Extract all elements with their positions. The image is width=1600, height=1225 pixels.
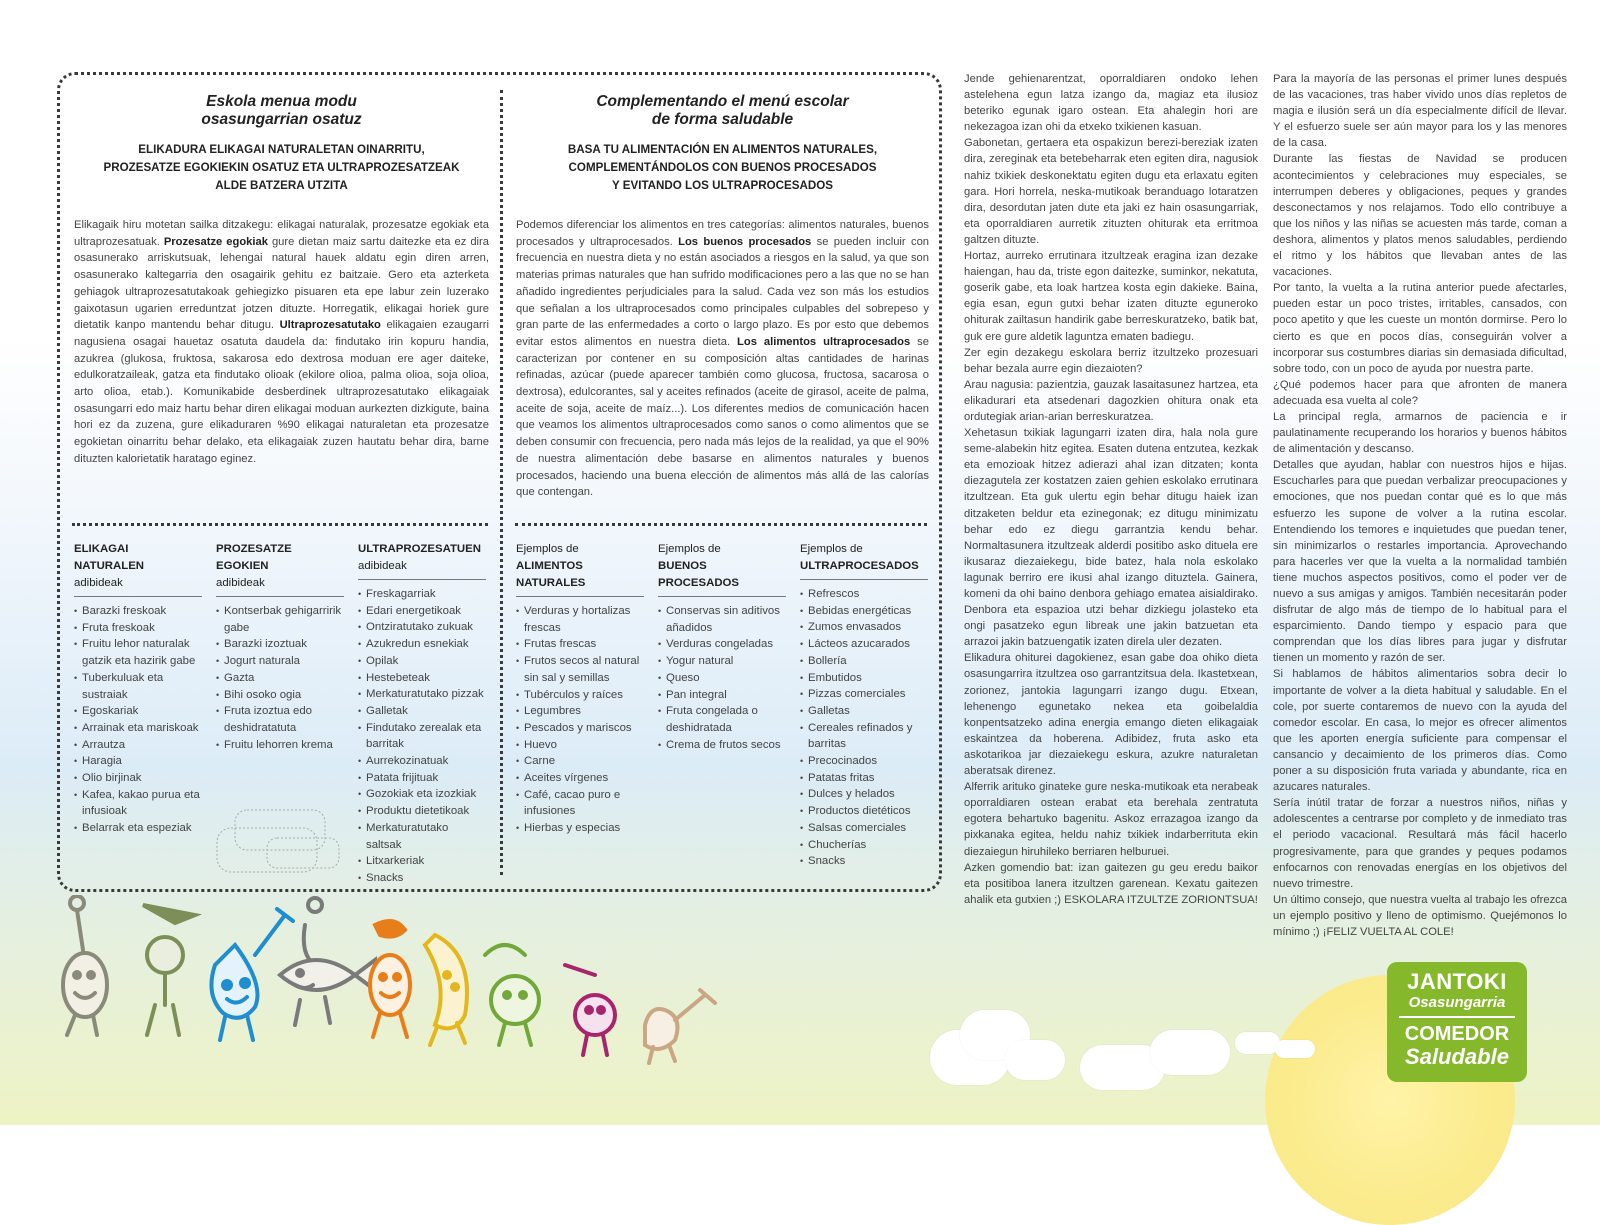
- list-eu-processed: [216, 541, 344, 753]
- food-characters-illustration: [55, 895, 755, 1105]
- list-item: • Fruta congelada o deshidratada: [658, 703, 786, 736]
- article-paragraph: Zer egin dezakegu eskolara berriz itzultzeko prozesuari behar bezala aurre egin diezaioten?: [964, 346, 1258, 375]
- list-heading: Ejemplos de BUENOS PROCESADOS: [658, 543, 740, 589]
- list-item: • Tubérculos y raíces: [516, 687, 644, 704]
- article-paragraph: Un último consejo, que nuestra vuelta al trabajo les ofrezca un ejemplo positivo y lleno de optimismo. Quejémonos lo mínimo ;) ¡FELIZ VUELTA AL COLE!: [1273, 893, 1567, 938]
- list-item: • Fruta freskoak: [74, 620, 202, 637]
- list-item: • Belarrak eta espeziak: [74, 820, 202, 837]
- list-item: • Tuberkuluak eta sustraiak: [74, 670, 202, 703]
- list-eu-ultra: [358, 541, 486, 887]
- article-paragraph: Por tanto, la vuelta a la rutina anterior puede afectarles, pueden estar un poco tristes, irritables, cansados, con poco apetito y que les cueste un montón dormirse. Pero lo cierto es que en pocos días, conseguirán volver a incorporar sus costumbres diarias sin demasiada dificultad, sobre todo, con un poco de ayuda por nuestra parte.: [1273, 282, 1567, 375]
- list-item: • Galletak: [358, 703, 486, 720]
- eu-subtitle: ELIKADURA ELIKAGAI NATURALETAN OINARRITU, PROZESATZE EGOKIEKIN OSATUZ ETA ULTRAPROZESATZEAK ALDE BATZERA UTZITA: [103, 143, 460, 192]
- list-item: • Zumos envasados: [800, 619, 928, 636]
- es-body: Podemos diferenciar los alimentos en tres categorías: alimentos naturales, buenos procesados y ultraprocesados. Los buenos procesados se pueden incluir con frecuencia en nuestra dieta y no están asociados a riesgos en la salud, ya que son materias primas naturales que han sufrido modificaciones pero a las que no se han añadido ingredientes perjudiciales para la salud. Cada vez son más los estudios que señalan a los ultraprocesados como principales culpables del sobrepeso y gran parte de las enfermedades a corto o largo plazo. Es por esto que debemos evitar estos alimentos en nuestra dieta. Los alimentos ultraprocesados se caracterizan por contener en su composición altas cantidades de harinas refinadas, azúcar (puede aparecer también como glucosa, fructosa, sacarosa o dextrosa), edulcorantes, sal y aceites refinados (aceite de girasol, aceite de palma, aceite de soja, aceite de maíz...). Los diferentes medios de comunicación hacen que veamos los alimentos ultraprocesados como sanos o como alimentos que se deben consumir con frecuencia, pero nada más lejos de la realidad, ya que el 90% de nuestra alimentación debe basarse en alimentos naturales y buenos procesados, haciendo una buena elección de alimentos más allá de las calorías que contengan.: [516, 219, 930, 499]
- article-paragraph: Durante las fiestas de Navidad se producen acontecimientos y celebraciones muy especiales, se interrumpen deberes y obligaciones, peques y grandes desconectamos y nos relajamos. Todo ello contribuye a que los niños y las niñas se acuesten más tarde, coman a deshora, alimentos y platos menos saludables, perdiendo el ritmo y los hábitos que llevaban antes de las vacaciones.: [1273, 153, 1567, 279]
- list-item: • Hierbas y especias: [516, 820, 644, 837]
- article-paragraph: Sería inútil tratar de forzar a nuestros niños, niñas y adolescentes a centrarse por completo y de inmediato tras el periodo vacacional. Resultará más fácil hacerlo progresivamente, para que grandes y peques podamos enfocarnos con renovadas energías en los objetivos del nuevo trimestre.: [1273, 797, 1567, 890]
- list-item: • Findutako zerealak eta barritak: [358, 720, 486, 753]
- list-item: • Bihi osoko ogia: [216, 687, 344, 704]
- list-item: • Café, cacao puro e infusiones: [516, 787, 644, 820]
- list-item: • Jogurt naturala: [216, 653, 344, 670]
- apple-character-icon: [485, 945, 539, 1045]
- list-item: • Kafea, kakao purua eta infusioak: [74, 787, 202, 820]
- list-item: • Arrautza: [74, 737, 202, 754]
- list-item: • Edari energetikoak: [358, 603, 486, 620]
- list-heading: Ejemplos de ALIMENTOS NATURALES: [516, 543, 586, 589]
- eu-article: [964, 71, 1258, 908]
- list-item: • Azukredun esnekiak: [358, 636, 486, 653]
- broccoli-character-icon: [143, 905, 195, 1035]
- list-item: • Frutos secos al natural sin sal y semillas: [516, 653, 644, 686]
- egg-character-icon: [63, 896, 107, 1035]
- eu-section: [74, 93, 489, 468]
- list-item: • Hestebeteak: [358, 670, 486, 687]
- list-item: • Produktu dietetikoak: [358, 803, 486, 820]
- list-heading: ELIKAGAI NATURALEN adibideak: [74, 543, 145, 589]
- es-article: [1273, 71, 1567, 940]
- section-divider-es: [515, 523, 927, 526]
- list-item: • Salsas comerciales: [800, 820, 928, 837]
- list-item: • Olio birjinak: [74, 770, 202, 787]
- list-item: • Barazki freskoak: [74, 603, 202, 620]
- article-paragraph: Hortaz, aurreko errutinara itzultzeak eragina izan dezake haiengan, hau da, triste egon daitezke, suminkor, nekatuta, goserik gabe, eta loak hartzea kosta egin dakieke. Baina, egia esan, egun gutxi behar izaten dituzte eguneroko ohiturak zailtasun handirik gabe berreskuratzeko, batik bat, guk ere gure aldetik laguntza ematen badiegu.: [964, 250, 1258, 343]
- article-paragraph: Elikadura ohiturei dagokienez, esan gabe doa ohiko dieta osasungarrira itzultzea oso garrantzitsua dela. Ikastetxean, zorionez, jantokia lagungarri izango dugu. Etxean, lehenengo egunetako nekea eta goibelaldia konpentsatzeko adina energia emango dieten elikagaiak eskaintzea da hoberena. Adibidez, fruta asko eta askotarikoa jar diezaiekegu eskura, azukre naturaletan aberatsak direnez.: [964, 652, 1258, 778]
- list-item: • Arrainak eta mariskoak: [74, 720, 202, 737]
- banana-character-icon: [425, 935, 467, 1045]
- article-paragraph: La principal regla, armarnos de paciencia e ir paulatinamente recuperando los horarios y buenos hábitos de alimentación y descanso.: [1273, 410, 1567, 456]
- article-paragraph: Alferrik arituko ginateke gure neska-mutikoak eta nerabeak oporraldiaren ostean erabat eta berehala zentratuta egotera behartuko bagenitu. Askoz errazagoa izango da pixkanaka egitea, heldu nahiz txikiek indarberrituta ekin diezaiegun hiruhileko berriaren helburuei.: [964, 781, 1258, 858]
- list-item: • Egoskariak: [74, 703, 202, 720]
- jantoki-logo: JANTOKI Osasungarria COMEDOR Saludable: [1387, 962, 1527, 1082]
- outline-doodle-icon: [215, 808, 345, 878]
- list-item: • Fruta izoztua edo deshidratatuta: [216, 703, 344, 736]
- list-item: • Pan integral: [658, 687, 786, 704]
- list-heading: PROZESATZE EGOKIEN adibideak: [216, 543, 292, 589]
- list-item: • Aceites vírgenes: [516, 770, 644, 787]
- es-title: Complementando el menú escolar de forma saludable: [596, 93, 849, 128]
- list-item: • Bebidas energéticas: [800, 603, 928, 620]
- list-item: • Huevo: [516, 737, 644, 754]
- list-item: • Gozokiak eta izozkiak: [358, 786, 486, 803]
- list-item: • Fruitu lehorren krema: [216, 737, 344, 754]
- list-item: • Snacks: [358, 870, 486, 887]
- article-paragraph: Gabonetan, gertaera eta ospakizun berezi-bereziak izaten dira, zereginak eta betebeharrak eten egiten dira, nagusiok nahiz txikiek deskonektatu egiten dugu eta erlaxatu egiten gara. Hori horrela, neska-mutikoak beranduago lotaratzen dira, desordutan jaten dute eta jaki ez hain osasungarriak, eta oporraldiaren aurretik zituzten ohiturak eta erritmoa galtzen dituzte.: [964, 137, 1258, 246]
- section-divider-eu: [72, 523, 488, 526]
- list-item: • Opilak: [358, 653, 486, 670]
- column-divider: [500, 90, 503, 875]
- list-item: • Verduras congeladas: [658, 636, 786, 653]
- list-item: • Carne: [516, 753, 644, 770]
- list-item: • Gazta: [216, 670, 344, 687]
- list-item: • Pescados y mariscos: [516, 720, 644, 737]
- list-item: • Haragia: [74, 753, 202, 770]
- article-paragraph: ¿Qué podemos hacer para que afronten de manera adecuada esa vuelta al cole?: [1273, 378, 1567, 407]
- list-item: • Snacks: [800, 853, 928, 870]
- berry-character-icon: [565, 965, 615, 1055]
- list-item: • Frutas frescas: [516, 636, 644, 653]
- eu-body: Elikagaik hiru motetan sailka ditzakegu: elikagai naturalak, prozesatze egokiak eta ultraprozesatuak. Prozesatze egokiak gure dietan maiz sartu daitezke eta ez dira osasunerako arriskutsuak, lehengai natural hauek aldatu egin diren arren, osasunerako kaltegarria den osagairik gehitu ez baitzaie. Gero eta azterketa gehiagok ultraprozesatutakoak gehiegizko pisuaren eta epe labur zein luzerako gaixotasun ugarien erreduntzat jotzen dituzte. Horregatik, elikagai horiek gure dietatik kanpo mantendu behar ditugu. Ultraprozesatutako elikagaien ezaugarri nagusiena osagai hauetaz osatuta daudela da: findutako irin kopuru handia, azukrea (glukosa, fruktosa, sakarosa edo dextrosa moduan ere ager daiteke, edulkoratzaileak, gatza eta findutako olioak (ekilore olioa, palma olioa, soja olioa, arto olioa, etab.). Komunikabide desberdinek ultraprozesatutako elikagaiak osasungarri edo maiz hartu behar diren elikagai moduan aurkezten dizkigute, baina hori ez da zuzena, gure elikaduraren %90 elikagai naturaletan eta prozesatze egokietan oinarritu behar delako, eta elikagaiak zuzen hautatu behar dira, barne dituzten kalorietatik haratago eginez.: [74, 219, 489, 465]
- list-item: • Fruitu lehor naturalak gatzik eta hazirik gabe: [74, 636, 202, 669]
- list-item: • Patatas fritas: [800, 770, 928, 787]
- list-item: • Verduras y hortalizas frescas: [516, 603, 644, 636]
- fish-character-icon: [280, 898, 375, 1025]
- list-item: • Dulces y helados: [800, 786, 928, 803]
- list-item: • Barazki izoztuak: [216, 636, 344, 653]
- es-section: [516, 93, 929, 501]
- list-item: • Yogur natural: [658, 653, 786, 670]
- list-item: • Merkaturatutako pizzak: [358, 686, 486, 703]
- list-item: • Lácteos azucarados: [800, 636, 928, 653]
- list-item: • Cereales refinados y barritas: [800, 720, 928, 753]
- list-item: • Crema de frutos secos: [658, 737, 786, 754]
- article-paragraph: Para la mayoría de las personas el primer lunes después de las vacaciones, tras haber vivido unos días repletos de magia e ilusión será un día especialmente difícil de llevar. Y el esfuerzo suele ser aún mayor para los y las menores de la casa.: [1273, 73, 1567, 150]
- article-paragraph: Xehetasun txikiak lagungarri izaten dira, hala nola gure seme-alabekin hitz egitea. Esaten dutena entzutea, kezkak eta emozioak hitzez adierazi ahal izan ditzaten; konta diezagutela zer kostatzen zaien gehien eskolako errutinara itzultzean. Eta guk ulertu egin behar ditugu haiek izan ditzaketen beldur eta ezinegonak; ez ditugu minimizatu behar edo ez diegu garrantzia kendu behar. Normaltasunera itzultzeak alderdi positibo asko dituela ere ikusaraz diezaiekegu, bide batez, hala nola eskolako lagunak berriro ere ikusi ahal izango dituztela. Gainera, komeni da ohi baino denbora gehiago ematea aisialdirako. Denbora eta espazioa utzi behar dizkiegu jolasteko eta ongi pasatzeko egun libreak une jakin batzuetan eta arrazoi jakin batzuengatik izaten direla uler dezaten.: [964, 427, 1258, 649]
- list-item: • Chucherías: [800, 837, 928, 854]
- list-heading: Ejemplos de ULTRAPROCESADOS: [800, 543, 919, 572]
- list-item: • Productos dietéticos: [800, 803, 928, 820]
- list-item: • Embutidos: [800, 670, 928, 687]
- article-paragraph: Si hablamos de hábitos alimentarios sobra decir lo importante de volver a la dieta habitual y saludable. En el cole, por suerte contaremos de nuevo con la ayuda del comedor escolar. En casa, lo mejor es ofrecer alimentos que les aporten energía suficiente para compensar el cansancio y decaimiento de los primeros días. Como poner a su disposición fruta variada y abundante, rica en azucares naturales.: [1273, 668, 1567, 794]
- list-es-ultra: [800, 541, 928, 870]
- list-item: • Ontziratutako zukuak: [358, 619, 486, 636]
- list-item: • Galletas: [800, 703, 928, 720]
- article-paragraph: Arau nagusia: pazientzia, gauzak lasaitasunez hartzea, eta elikadurari eta atsedenari dagozkien ohitura onak eta ordutegiak arian-arian berreskuratzea.: [964, 378, 1258, 423]
- list-es-naturals: [516, 541, 644, 837]
- list-item: • Aurrekozinatuak: [358, 753, 486, 770]
- list-item: • Pizzas comerciales: [800, 686, 928, 703]
- list-item: • Queso: [658, 670, 786, 687]
- list-item: • Patata frijituak: [358, 770, 486, 787]
- list-item: • Legumbres: [516, 703, 644, 720]
- es-subtitle: BASA TU ALIMENTACIÓN EN ALIMENTOS NATURALES, COMPLEMENTÁNDOLOS CON BUENOS PROCESADOS Y EVITANDO LOS ULTRAPROCESADOS: [567, 143, 878, 192]
- list-item: • Refrescos: [800, 586, 928, 603]
- list-heading: ULTRAPROZESATUEN adibideak: [358, 543, 481, 572]
- article-paragraph: Jende gehienarentzat, oporraldiaren ondoko lehen astelehena egun latza izango da, magiaz eta ilusioz beteriko egunak igaro ostean. Eta ahalegin hori are nekezagoa izan ohi da etxeko txikienen kasuan.: [964, 73, 1258, 134]
- list-item: • Bollería: [800, 653, 928, 670]
- list-item: • Merkaturatutako saltsak: [358, 820, 486, 853]
- list-item: • Conservas sin aditivos añadidos: [658, 603, 786, 636]
- carrot-character-icon: [370, 921, 410, 1037]
- list-item: • Precocinados: [800, 753, 928, 770]
- eu-title: Eskola menua modu osasungarrian osatuz: [201, 93, 362, 128]
- list-eu-naturals: [74, 541, 202, 837]
- list-item: • Litxarkeriak: [358, 853, 486, 870]
- article-paragraph: Azken gomendio bat: izan gaitezen gu geu eredu baikor eta positiboa lanera itzultzen garenean. Kexatu gaitezen ahalik eta gutxien ;) ESKOLARA ITZULTZE ZORIONTSUA!: [964, 861, 1258, 906]
- pear-character-icon: [645, 990, 715, 1063]
- list-item: • Kontserbak gehigarririk gabe: [216, 603, 344, 636]
- list-item: • Freskagarriak: [358, 586, 486, 603]
- list-es-processed: [658, 541, 786, 753]
- article-paragraph: Detalles que ayudan, hablar con nuestros hijos e hijas. Escucharles para que puedan verbalizar preocupaciones y emociones, que nos puedan contar qué es lo que más esfuerzo les supone de volver a la rutina escolar. Entendiendo los temores e inquietudes que puedan tener, sin minimizarlos o restarles importancia. Aprovechando para hacerles ver que la vuelta a la normalidad también tiene muchos aspectos positivos, como el poder ver de nuevo a sus amigas y amigos. También necesitarán poder disfrutar de algo más de tiempo de lo habitual para el esparcimiento. Dando tiempo y espacio para que comprendan que los días libres para jugar y disfrutar tienen un momento y razón de ser.: [1273, 459, 1567, 665]
